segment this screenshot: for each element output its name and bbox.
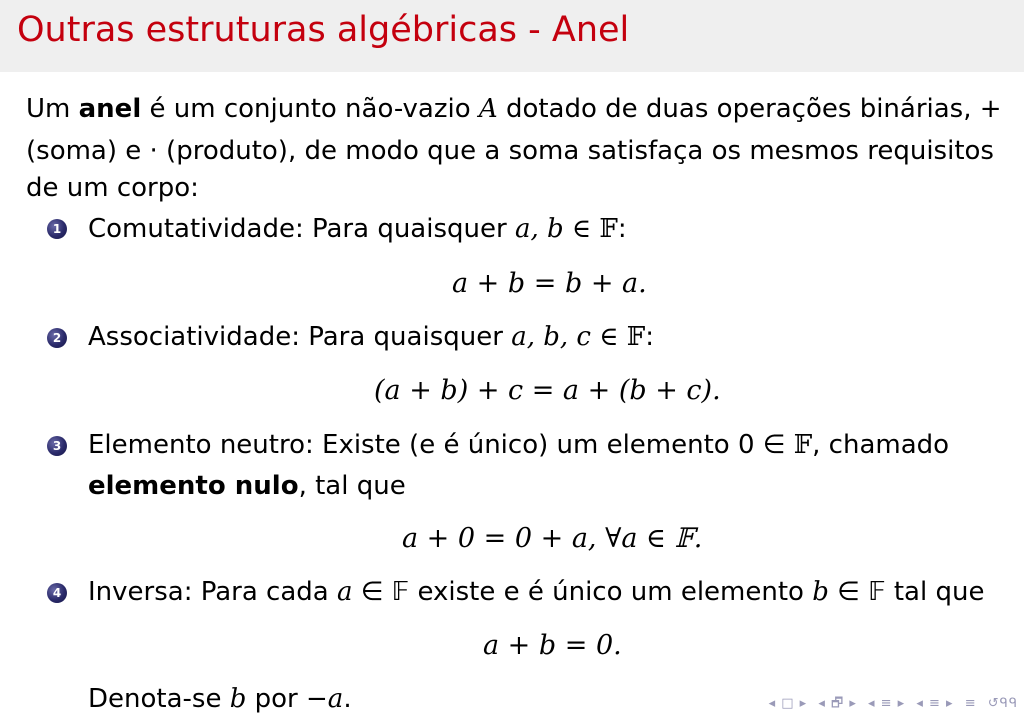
navigation-bar (763, 694, 1018, 712)
intro-text: é um conjunto não-vazio (141, 94, 479, 124)
intro-line-3: de um corpo: (26, 173, 199, 203)
item-3-text (88, 430, 949, 460)
field-symbol: 𝔽 (626, 322, 646, 352)
item-end: ∈ 𝔽 tal que (828, 577, 985, 607)
intro-line-1 (26, 94, 1002, 124)
item-mid: ∈ 𝔽 existe e é único um elemento (352, 577, 813, 607)
nav-section-icon[interactable]: ◂ 🗗 ▸ (818, 696, 857, 711)
item-end: , chamado (812, 430, 950, 460)
formula-neutral-element: a + 0 = 0 + a, ∀a ∈ 𝔽. (402, 523, 703, 554)
math-var: b (229, 684, 247, 714)
math-rel: ∈ (590, 322, 627, 352)
term-elemento-nulo: elemento nulo (88, 471, 299, 501)
math-rel: ∈ (563, 214, 600, 244)
term-anel: anel (78, 94, 142, 124)
nav-subsection-icon[interactable]: ◂ ≡ ▸ (868, 696, 906, 711)
math-vars: a, b, c (511, 322, 591, 352)
item-label: Comutatividade: Para quaisquer (88, 214, 515, 244)
nav-frame-icon[interactable]: ◂ □ ▸ (768, 696, 808, 711)
nav-search-icon[interactable]: ↺ᑫᑫ (987, 696, 1018, 711)
item-label: Elemento neutro: Existe (e é único) um elemento 0 ∈ (88, 430, 794, 460)
item-label: Inversa: Para cada (88, 577, 337, 607)
item-1-text (88, 214, 627, 244)
item-label: Associatividade: Para quaisquer (88, 322, 512, 352)
nav-align-icon[interactable]: ≡ (964, 696, 977, 711)
nav-slide-icon[interactable]: ◂ ≡ ▸ (916, 696, 954, 711)
field-symbol: 𝔽 (599, 214, 618, 244)
item-2-text (88, 322, 654, 352)
formula-commutativity: a + b = b + a. (452, 268, 647, 299)
math-vars: a, b (514, 214, 564, 244)
item-3-text-2 (88, 471, 406, 501)
math-var: b (812, 577, 829, 607)
math-neg: −a (306, 684, 344, 714)
formula-associativity: (a + b) + c = a + (b + c). (374, 375, 721, 406)
footer-text: por (246, 684, 307, 714)
field-symbol: 𝔽 (793, 430, 813, 460)
item-end: : (617, 214, 627, 244)
intro-line-2: (soma) e · (produto), de modo que a soma satisfaça os mesmos requisitos (26, 136, 994, 166)
footer-note (88, 684, 352, 714)
intro-text: Um (26, 94, 79, 124)
item-after: , tal que (298, 471, 406, 501)
math-var: a (336, 577, 353, 607)
formula-inverse: a + b = 0. (483, 630, 622, 661)
footer-text: Denota-se (88, 684, 230, 714)
item-number-1: 1 (47, 219, 67, 239)
set-symbol: A (478, 94, 498, 124)
item-end: : (645, 322, 654, 352)
item-number-3: 3 (47, 436, 67, 456)
intro-text: dotado de duas operações binárias, + (497, 94, 1002, 124)
item-4-text (88, 577, 984, 607)
item-number-2: 2 (47, 328, 67, 348)
item-number-4: 4 (47, 583, 67, 603)
slide-title: Outras estruturas algébricas - Anel (17, 10, 630, 50)
footer-text: . (343, 684, 352, 714)
